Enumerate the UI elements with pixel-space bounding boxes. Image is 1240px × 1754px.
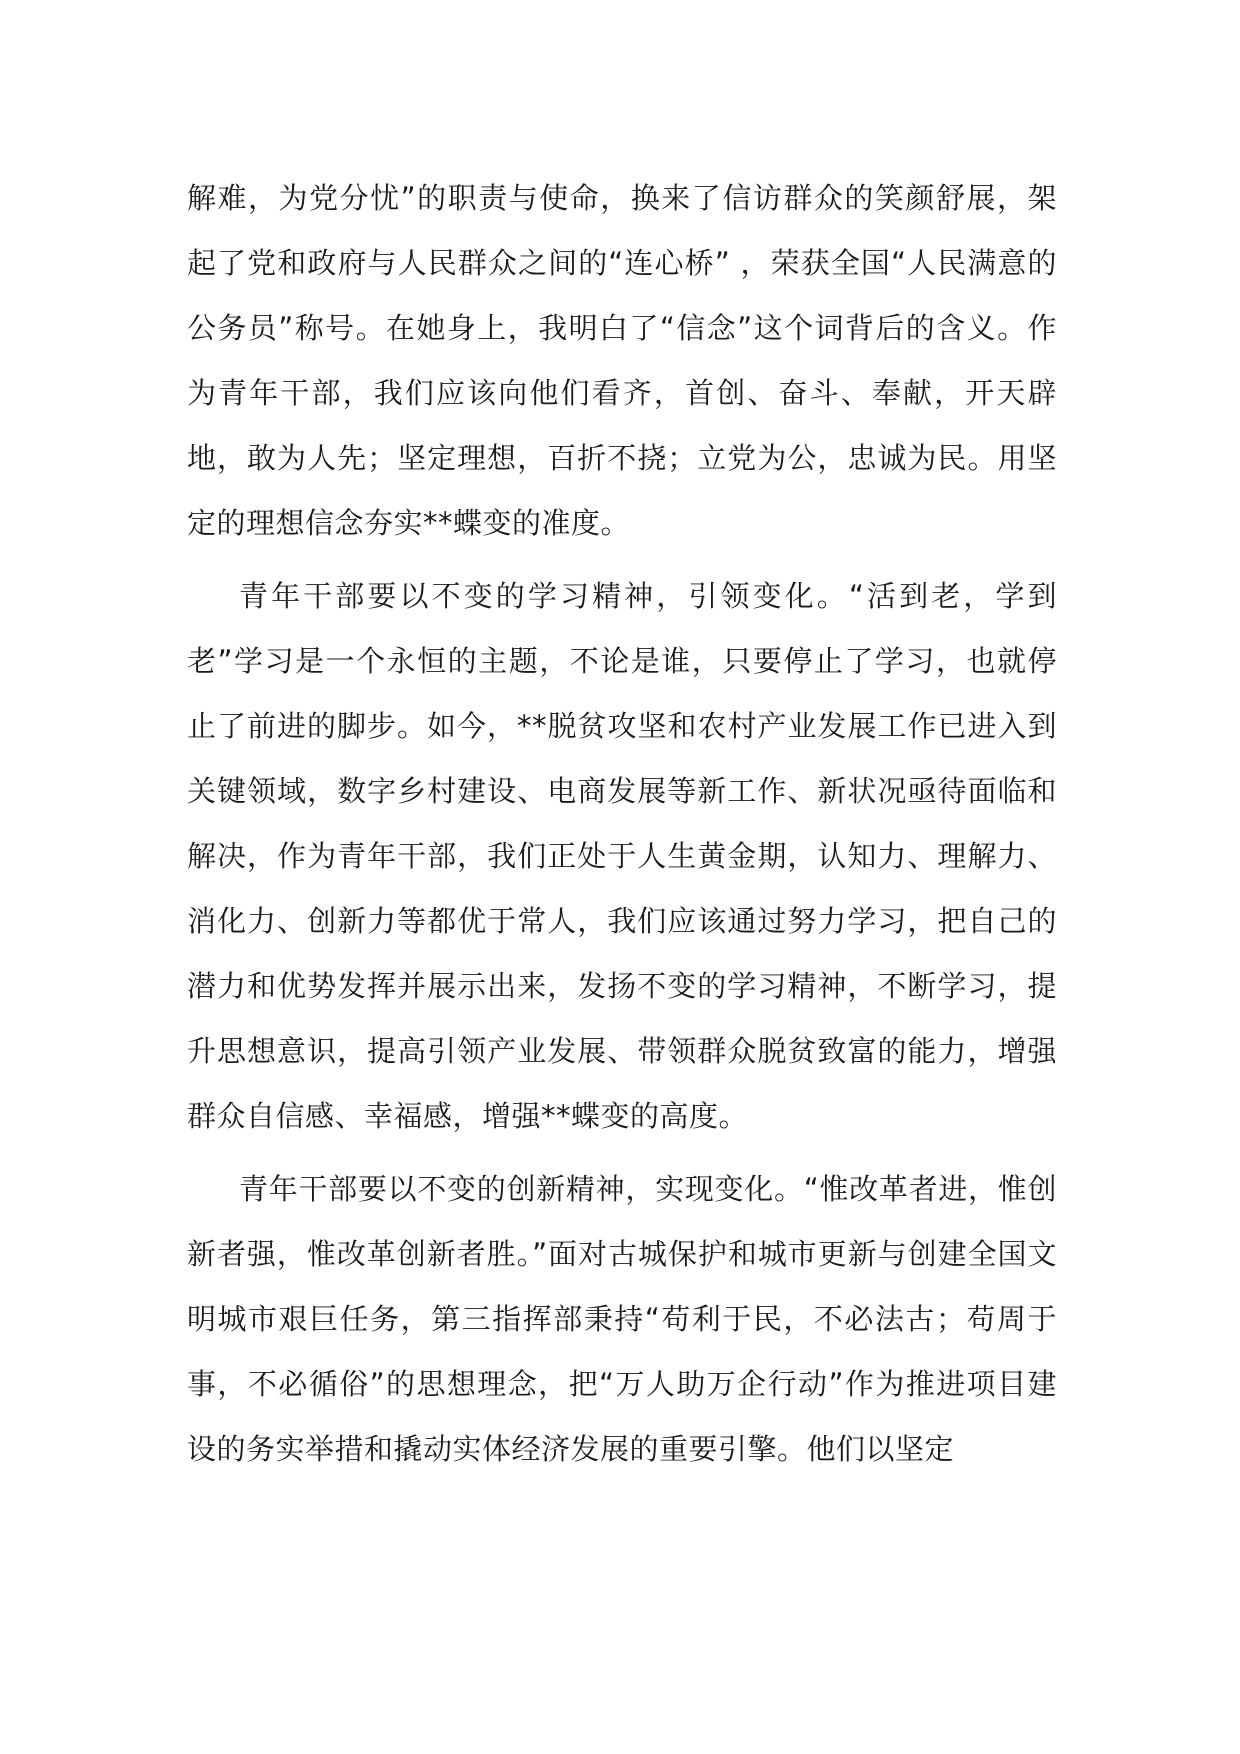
paragraph-2: 青年干部要以不变的学习精神，引领变化。“活到老，学到老”学习是一个永恒的主题，不论是谁，只要停止了学习，也就停止了前进的脚步。如今，**脱贫攻坚和农村产业发展工作已进入到关键领域，数字乡村建设、电商发展等新工作、新状况亟待面临和解决，作为青年干部，我们正处于人生黄金期，认知力、理解力、消化力、创新力等都优于常人，我们应该通过努力学习，把自己的潜力和优势发挥并展示出来，发扬不变的学习精神，不断学习，提升思想意识，提高引领产业发展、带领群众脱贫致富的能力，增强群众自信感、幸福感，增强**蝶变的高度。 [187, 579, 1057, 1133]
paragraph-3: 青年干部要以不变的创新精神，实现变化。“惟改革者进，惟创新者强，惟改革创新者胜。”面对古城保护和城市更新与创建全国文明城市艰巨任务，第三指挥部秉持“苟利于民，不必法古；苟周于事，不必循俗”的思想理念，把“万人助万企行动”作为推进项目建设的务实举措和撬动实体经济发展的重要引擎。他们以坚定 [187, 1172, 1057, 1466]
paragraph-1: 解难，为党分忧”的职责与使命，换来了信访群众的笑颜舒展，架起了党和政府与人民群众之间的“连心桥” ，荣获全国“人民满意的公务员”称号。在她身上，我明白了“信念”这个词背后的含义。作为青年干部，我们应该向他们看齐，首创、奋斗、奉献，开天辟地，敢为人先；坚定理想，百折不挠；立党为公，忠诚为民。用坚定的理想信念夯实**蝶变的准度。 [187, 181, 1057, 540]
document-body [187, 166, 1057, 1482]
